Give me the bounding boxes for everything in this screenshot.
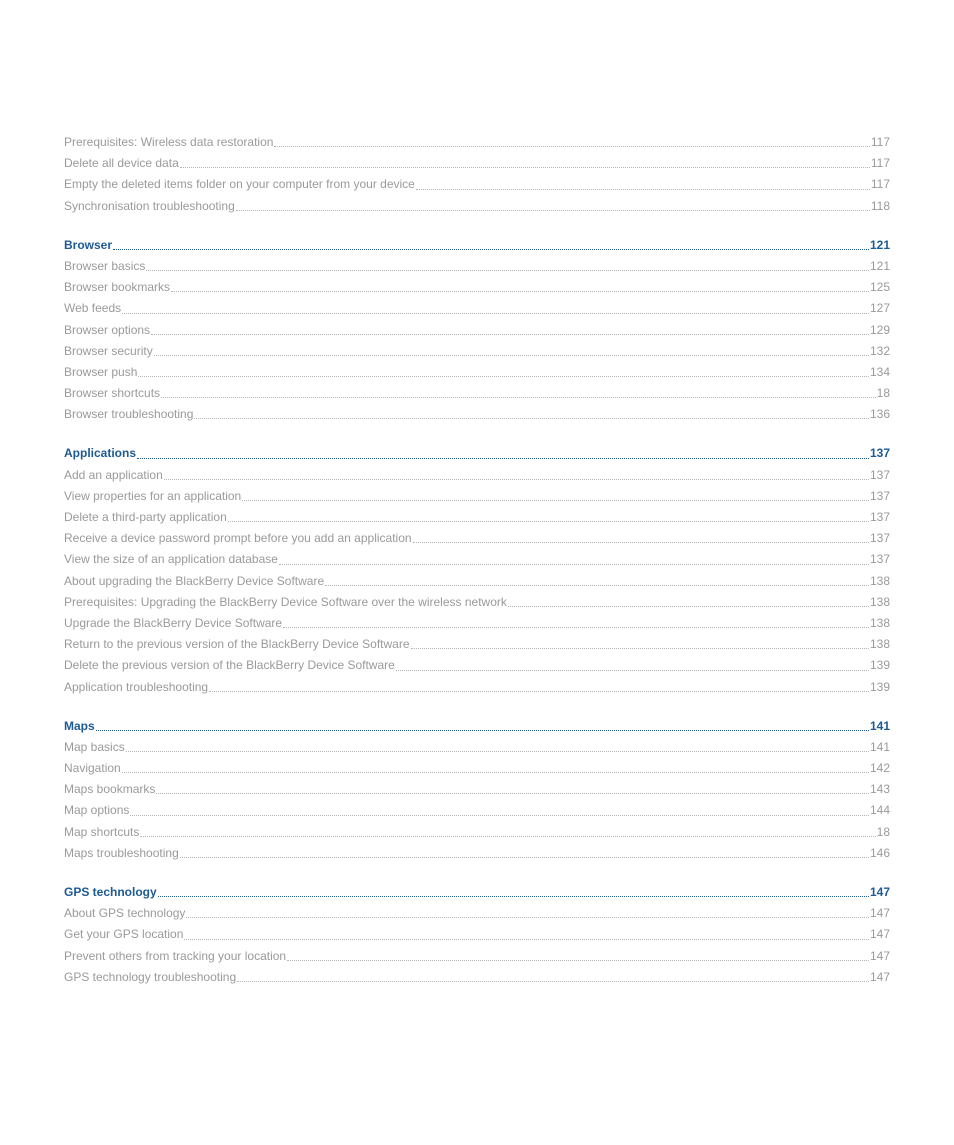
- dot-leader: [279, 563, 869, 565]
- dot-leader: [242, 499, 869, 501]
- page-number: 138: [869, 573, 890, 588]
- page-number: 18: [876, 824, 890, 839]
- chapter-title-link[interactable]: Maps: [64, 718, 95, 733]
- toc-entry[interactable]: [64, 924, 890, 945]
- page-number: 137: [869, 446, 890, 461]
- dot-leader: [138, 375, 869, 377]
- page-number: 134: [869, 364, 890, 379]
- entry-title-link[interactable]: Empty the deleted items folder on your computer from your device: [64, 177, 415, 192]
- entry-title-link[interactable]: Maps troubleshooting: [64, 845, 179, 860]
- toc-entry[interactable]: [64, 196, 890, 217]
- toc-entry[interactable]: [64, 758, 890, 779]
- dot-leader: [508, 605, 869, 607]
- dot-leader: [126, 750, 869, 752]
- page-number: 127: [869, 301, 890, 316]
- page-number: 139: [869, 679, 890, 694]
- page-number: 143: [869, 782, 890, 797]
- page-number: 147: [869, 948, 890, 963]
- toc-section: [64, 882, 890, 988]
- page-number: 137: [869, 510, 890, 524]
- page-number: 136: [869, 407, 890, 422]
- page-number: 141: [869, 739, 890, 754]
- entry-title-link[interactable]: About GPS technology: [64, 906, 186, 921]
- page-number: 137: [869, 552, 890, 567]
- entry-title-link[interactable]: Web feeds: [64, 301, 122, 316]
- toc-entry[interactable]: [64, 967, 890, 988]
- toc-section: [64, 132, 890, 217]
- toc-section: [64, 443, 890, 697]
- entry-title-link[interactable]: Browser troubleshooting: [64, 407, 194, 422]
- dot-leader: [396, 669, 869, 671]
- entry-title-link[interactable]: Application troubleshooting: [64, 679, 209, 694]
- page-number: 138: [869, 594, 890, 609]
- dot-leader: [325, 584, 869, 586]
- page-number: 139: [869, 658, 890, 673]
- entry-title-link[interactable]: Browser bookmarks: [64, 280, 171, 295]
- toc-section: [64, 235, 890, 426]
- dot-leader: [140, 835, 875, 837]
- page-number: 147: [869, 885, 890, 899]
- entry-title-link[interactable]: Prevent others from tracking your location: [64, 948, 287, 963]
- entry-title-link[interactable]: Browser basics: [64, 258, 146, 273]
- dot-leader: [236, 209, 870, 211]
- entry-title-link[interactable]: View properties for an application: [64, 488, 242, 503]
- page-number: 18: [876, 386, 890, 401]
- page-number: 138: [869, 637, 890, 652]
- entry-title-link[interactable]: Browser security: [64, 343, 153, 358]
- entry-title-link[interactable]: Prerequisites: Upgrading the BlackBerry Device Software over the wireless network: [64, 594, 507, 609]
- entry-title-link[interactable]: Synchronisation troubleshooting: [64, 198, 235, 213]
- toc-entry[interactable]: [64, 507, 890, 528]
- dot-leader: [130, 814, 869, 816]
- toc-entry[interactable]: [64, 800, 890, 821]
- dot-leader: [146, 269, 869, 271]
- entry-title-link[interactable]: Map shortcuts: [64, 824, 140, 839]
- dot-leader: [161, 396, 876, 398]
- page-number: 137: [869, 467, 890, 482]
- page-number: 125: [869, 280, 890, 295]
- dot-leader: [156, 792, 869, 794]
- toc-entry[interactable]: [64, 737, 890, 758]
- dot-leader: [209, 690, 869, 692]
- dot-leader: [158, 895, 869, 897]
- dot-leader: [194, 417, 869, 419]
- dot-leader: [186, 916, 869, 918]
- page-number: 117: [870, 156, 890, 171]
- page-number: 147: [869, 927, 890, 942]
- entry-title-link[interactable]: Maps bookmarks: [64, 782, 156, 797]
- entry-title-link[interactable]: Map basics: [64, 739, 125, 754]
- dot-leader: [113, 248, 869, 250]
- chapter-title-link[interactable]: GPS technology: [64, 885, 157, 899]
- dot-leader: [416, 188, 870, 190]
- dot-leader: [164, 478, 869, 480]
- page-number: 132: [869, 343, 890, 358]
- dot-leader: [151, 333, 869, 335]
- chapter-title-link[interactable]: Browser: [64, 237, 113, 252]
- dot-leader: [122, 771, 869, 773]
- toc-entry[interactable]: [64, 404, 890, 425]
- toc-entry[interactable]: [64, 528, 890, 549]
- toc-entry[interactable]: [64, 946, 890, 967]
- toc-entry[interactable]: [64, 613, 890, 634]
- dot-leader: [274, 145, 869, 147]
- toc-entry[interactable]: [64, 362, 890, 383]
- entry-title-link[interactable]: Browser shortcuts: [64, 386, 161, 401]
- toc-chapter-heading[interactable]: [64, 716, 890, 737]
- dot-leader: [180, 856, 869, 858]
- page-number: 137: [869, 488, 890, 503]
- page-number: 144: [869, 803, 890, 818]
- page-number: 129: [869, 322, 890, 337]
- dot-leader: [171, 290, 869, 292]
- toc-entry[interactable]: [64, 383, 890, 404]
- entry-title-link[interactable]: About upgrading the BlackBerry Device Software: [64, 573, 325, 588]
- toc-entry[interactable]: [64, 465, 890, 486]
- toc-entry[interactable]: [64, 486, 890, 507]
- dot-leader: [184, 938, 869, 940]
- toc-chapter-heading[interactable]: [64, 443, 890, 464]
- page-number: 121: [869, 237, 890, 252]
- entry-title-link[interactable]: Get your GPS location: [64, 927, 184, 942]
- toc-entry[interactable]: [64, 174, 890, 195]
- toc-entry[interactable]: [64, 634, 890, 655]
- toc-entry[interactable]: [64, 779, 890, 800]
- dot-leader: [413, 541, 869, 543]
- toc-entry[interactable]: [64, 571, 890, 592]
- entry-title-link[interactable]: Upgrade the BlackBerry Device Software: [64, 615, 283, 630]
- toc-entry[interactable]: [64, 677, 890, 698]
- dot-leader: [287, 959, 869, 961]
- entry-title-link[interactable]: View the size of an application database: [64, 552, 278, 567]
- page-number: 147: [869, 906, 890, 921]
- entry-title-link[interactable]: Browser options: [64, 322, 151, 337]
- entry-title-link[interactable]: Return to the previous version of the BlackBerry Device Software: [64, 637, 410, 652]
- toc-entry[interactable]: [64, 592, 890, 613]
- page-number: 121: [869, 258, 890, 273]
- chapter-title-link[interactable]: Applications: [64, 446, 137, 461]
- dot-leader: [411, 647, 869, 649]
- page-number: 117: [870, 135, 890, 149]
- page-number: 147: [869, 969, 890, 984]
- page-number: 118: [870, 198, 890, 213]
- page-number: 138: [869, 615, 890, 630]
- entry-title-link[interactable]: Prerequisites: Wireless data restoration: [64, 135, 274, 149]
- entry-title-link[interactable]: Navigation: [64, 761, 121, 776]
- entry-title-link[interactable]: Browser push: [64, 364, 138, 379]
- table-of-contents: [64, 132, 890, 988]
- entry-title-link[interactable]: Map options: [64, 803, 130, 818]
- toc-entry[interactable]: [64, 298, 890, 319]
- entry-title-link[interactable]: Delete all device data: [64, 156, 179, 171]
- dot-leader: [154, 354, 869, 356]
- dot-leader: [228, 520, 869, 522]
- page-number: 117: [870, 177, 890, 192]
- toc-entry[interactable]: [64, 843, 890, 864]
- toc-entry[interactable]: [64, 822, 890, 843]
- entry-title-link[interactable]: Add an application: [64, 467, 163, 482]
- toc-entry[interactable]: [64, 549, 890, 570]
- toc-entry[interactable]: [64, 320, 890, 341]
- page-number: 146: [869, 845, 890, 860]
- dot-leader: [180, 166, 870, 168]
- toc-entry[interactable]: [64, 903, 890, 924]
- entry-title-link[interactable]: Receive a device password prompt before you add an application: [64, 531, 412, 546]
- toc-entry[interactable]: [64, 655, 890, 676]
- toc-entry[interactable]: [64, 277, 890, 298]
- toc-chapter-heading[interactable]: [64, 882, 890, 903]
- toc-entry[interactable]: [64, 132, 890, 153]
- dot-leader: [283, 626, 869, 628]
- toc-entry[interactable]: [64, 153, 890, 174]
- toc-entry[interactable]: [64, 341, 890, 362]
- dot-leader: [237, 980, 869, 982]
- page-number: 137: [869, 531, 890, 546]
- entry-title-link[interactable]: GPS technology troubleshooting: [64, 969, 237, 984]
- page-number: 141: [869, 718, 890, 733]
- entry-title-link[interactable]: Delete the previous version of the BlackBerry Device Software: [64, 658, 395, 673]
- dot-leader: [122, 312, 869, 314]
- dot-leader: [96, 729, 869, 731]
- dot-leader: [137, 457, 869, 459]
- toc-section: [64, 716, 890, 864]
- toc-chapter-heading[interactable]: [64, 235, 890, 256]
- page-number: 142: [869, 761, 890, 776]
- toc-entry[interactable]: [64, 256, 890, 277]
- entry-title-link[interactable]: Delete a third-party application: [64, 510, 227, 524]
